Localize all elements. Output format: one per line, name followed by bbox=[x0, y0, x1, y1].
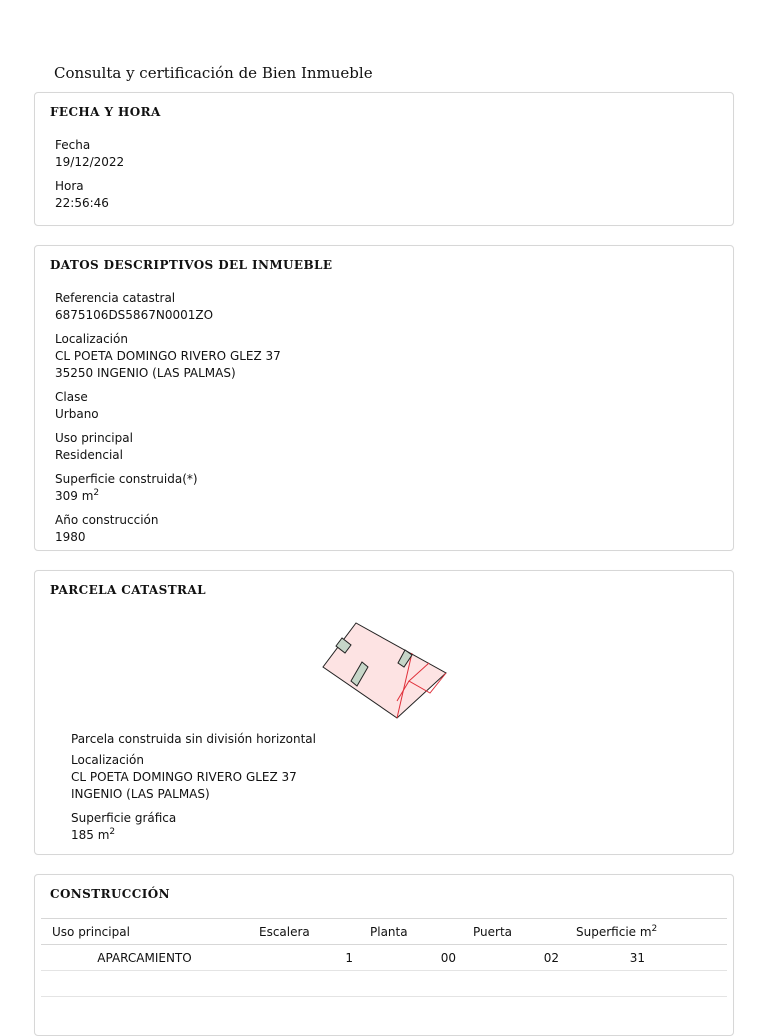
fecha-hora-fields bbox=[55, 137, 124, 219]
anio-value: 1980 bbox=[55, 530, 86, 544]
construccion-heading: CONSTRUCCIÓN bbox=[50, 887, 170, 901]
construccion-header-row bbox=[41, 919, 727, 945]
row-puerta: 02 bbox=[462, 945, 565, 971]
parcela-superficie-label: Superficie gráfica bbox=[71, 811, 177, 825]
header-superficie-text: Superficie m bbox=[576, 925, 652, 939]
fecha-label: Fecha bbox=[55, 138, 91, 152]
parcela-superficie-number: 185 m bbox=[71, 828, 110, 842]
fecha-field bbox=[55, 137, 124, 171]
uso-value: Residencial bbox=[55, 448, 123, 462]
hora-value: 22:56:46 bbox=[55, 196, 109, 210]
table-cell-empty bbox=[41, 971, 727, 997]
hora-label: Hora bbox=[55, 179, 84, 193]
superficie-field bbox=[55, 471, 281, 505]
uso-label: Uso principal bbox=[55, 431, 133, 445]
fecha-hora-heading: FECHA Y HORA bbox=[50, 105, 161, 119]
header-escalera: Escalera bbox=[248, 919, 359, 945]
localizacion-label: Localización bbox=[55, 332, 128, 346]
localizacion-line2: 35250 INGENIO (LAS PALMAS) bbox=[55, 366, 236, 380]
superficie-exp: 2 bbox=[93, 488, 100, 498]
clase-field bbox=[55, 389, 281, 423]
header-planta: Planta bbox=[359, 919, 462, 945]
row-escalera: 1 bbox=[248, 945, 359, 971]
header-superficie bbox=[565, 919, 727, 945]
parcela-superficie-exp: 2 bbox=[109, 827, 116, 837]
parcela-localizacion-label: Localización bbox=[71, 753, 144, 767]
localizacion-value bbox=[55, 348, 281, 382]
row-superficie: 31 bbox=[565, 945, 727, 971]
construccion-table bbox=[41, 918, 727, 997]
referencia-label: Referencia catastral bbox=[55, 291, 176, 305]
parcel-map bbox=[35, 571, 733, 731]
parcela-catastral-card bbox=[34, 570, 734, 855]
referencia-value: 6875106DS5867N0001ZO bbox=[55, 308, 214, 322]
row-uso: APARCAMIENTO bbox=[41, 945, 248, 971]
page-title: Consulta y certificación de Bien Inmueble bbox=[54, 64, 373, 82]
clase-value: Urbano bbox=[55, 407, 99, 421]
hora-field bbox=[55, 178, 124, 212]
clase-label: Clase bbox=[55, 390, 88, 404]
referencia-field bbox=[55, 290, 281, 324]
parcela-fields bbox=[71, 731, 316, 851]
anio-label: Año construcción bbox=[55, 513, 159, 527]
localizacion-field bbox=[55, 331, 281, 382]
anio-field bbox=[55, 512, 281, 546]
parcela-superficie-value bbox=[71, 827, 316, 844]
superficie-label: Superficie construida(*) bbox=[55, 472, 198, 486]
uso-field bbox=[55, 430, 281, 464]
superficie-number: 309 m bbox=[55, 489, 94, 503]
parcela-tipo bbox=[71, 731, 316, 748]
table-row bbox=[41, 945, 727, 971]
row-planta: 00 bbox=[359, 945, 462, 971]
parcela-superficie-field bbox=[71, 810, 316, 844]
superficie-value bbox=[55, 488, 281, 505]
datos-heading: DATOS DESCRIPTIVOS DEL INMUEBLE bbox=[50, 258, 333, 272]
parcela-localizacion-value bbox=[71, 769, 316, 803]
fecha-hora-card bbox=[34, 92, 734, 226]
header-superficie-exp: 2 bbox=[651, 924, 658, 934]
table-row-empty bbox=[41, 971, 727, 997]
parcela-localizacion-line2: INGENIO (LAS PALMAS) bbox=[71, 787, 210, 801]
header-puerta: Puerta bbox=[462, 919, 565, 945]
datos-descriptivos-card bbox=[34, 245, 734, 551]
parcel-outline bbox=[323, 623, 446, 718]
parcela-heading: PARCELA CATASTRAL bbox=[50, 583, 206, 597]
parcela-localizacion-line1: CL POETA DOMINGO RIVERO GLEZ 37 bbox=[71, 770, 297, 784]
datos-fields bbox=[55, 290, 281, 553]
header-uso: Uso principal bbox=[41, 919, 248, 945]
construccion-card bbox=[34, 874, 734, 1036]
fecha-value: 19/12/2022 bbox=[55, 155, 125, 169]
parcela-localizacion-field bbox=[71, 752, 316, 803]
localizacion-line1: CL POETA DOMINGO RIVERO GLEZ 37 bbox=[55, 349, 281, 363]
parcela-tipo-value: Parcela construida sin división horizontal bbox=[71, 732, 316, 746]
